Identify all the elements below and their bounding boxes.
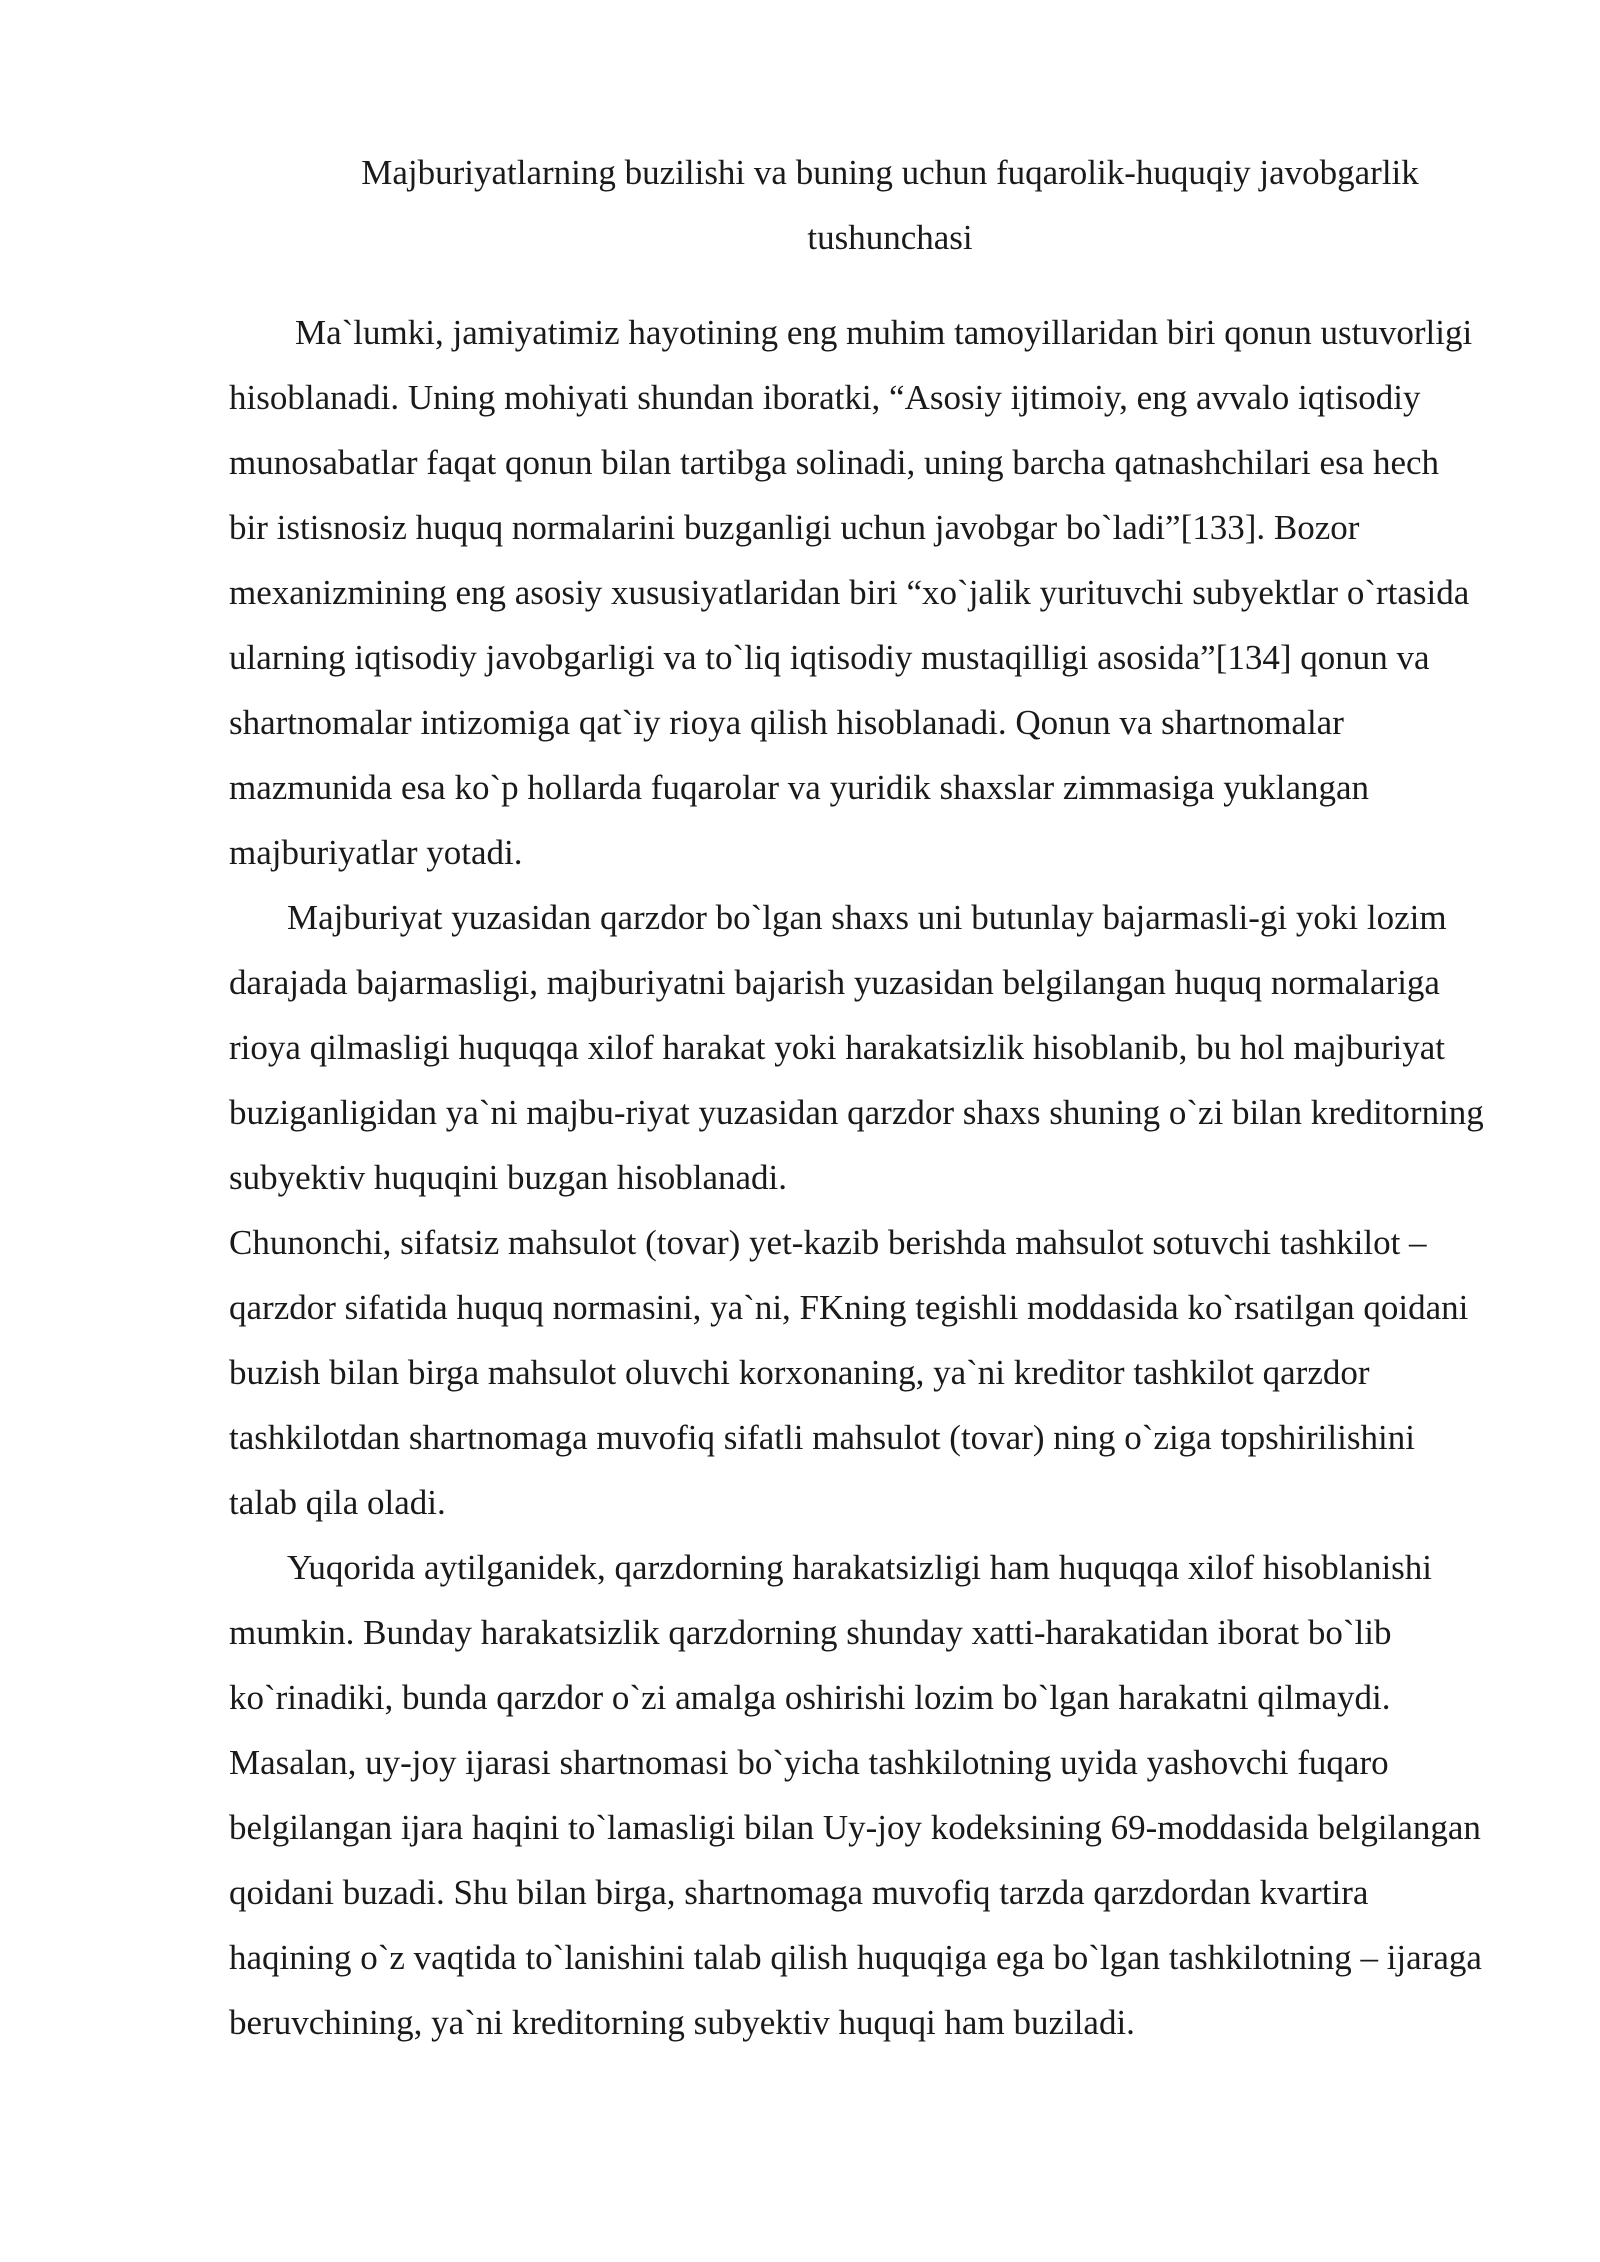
paragraph-1: Ma`lumki, jamiyatimiz hayotining eng muhim tamoyillaridan biri qonun ustuvorligi hisoblanadi. Uning mohiyati shundan iboratki, “Asosiy ijtimoiy, eng avvalo iqtisodiy munosabatlar faqat qonun bilan tartibga solinadi, uning barcha qatnashchilari esa hech bir istisnosiz huquq normalarini buzganligi uchun javobgar bo`ladi”[133]. Bozor mexanizmining eng asosiy xususiyatlaridan biri “xo`jalik yurituvchi subyektlar o`rtasida ularning iqtisodiy javobgarligi va to`liq iqtisodiy mustaqilligi asosida”[134] qonun va shartnomalar intizomiga qat`iy rioya qilish hisoblanadi. Qonun va shartnomalar mazmunida esa ko`p hollarda fuqarolar va yuridik shaxslar zimmasiga yuklangan majburiyatlar yotadi.: [229, 313, 1473, 872]
paragraph-4: Yuqorida aytilganidek, qarzdorning harakatsizligi ham huquqqa xilof hisoblanishi mumkin. Bunday harakatsizlik qarzdorning shunday xatti-harakatidan iborat bo`lib ko`rinadiki, bunda qarzdor o`zi amalga oshirishi lozim bo`lgan harakatni qilmaydi. Masalan, uy-joy ijarasi shartnomasi bo`yicha tashkilotning uyida yashovchi fuqaro belgilangan ijara haqini to`lamasligi bilan Uy-joy kodeksining 69-moddasida belgilangan qoidani buzadi. Shu bilan birga, shartnomaga muvofiq tarzda qarzdordan kvartira haqining o`z vaqtida to`lanishini talab qilish huquqiga ega bo`lgan tashkilotning – ijaraga beruvchining, ya`ni kreditorning subyektiv huquqi ham buziladi.: [229, 1548, 1482, 2042]
paragraph-3: Chunonchi, sifatsiz mahsulot (tovar) yet-kazib berishda mahsulot sotuvchi tashkilot – qarzdor sifatida huquq normasini, ya`ni, FKning tegishli moddasida ko`rsatilgan qoidani buzish bilan birga mahsulot oluvchi korxonaning, ya`ni kreditor tashkilot qarzdor tashkilotdan shartnomaga muvofiq sifatli mahsulot (tovar) ning o`ziga topshirilishini talab qila oladi.: [229, 1223, 1469, 1522]
document-body: [229, 300, 1484, 2055]
paragraph-2: Majburiyat yuzasidan qarzdor bo`lgan shaxs uni butunlay bajarmasli-gi yoki lozim darajada bajarmasligi, majburiyatni bajarish yuzasidan belgilangan huquq normalariga rioya qilmasligi huquqqa xilof harakat yoki harakatsizlik hisoblanib, bu hol majburiyat buziganligidan ya`ni majbu-riyat yuzasidan qarzdor shaxs shuning o`zi bilan kreditorning subyektiv huquqini buzgan hisoblanadi.: [229, 898, 1484, 1197]
page-title: Majburiyatlarning buzilishi va buning uchun fuqarolik-huquqiy javobgarlik tushunchasi: [361, 153, 1419, 257]
